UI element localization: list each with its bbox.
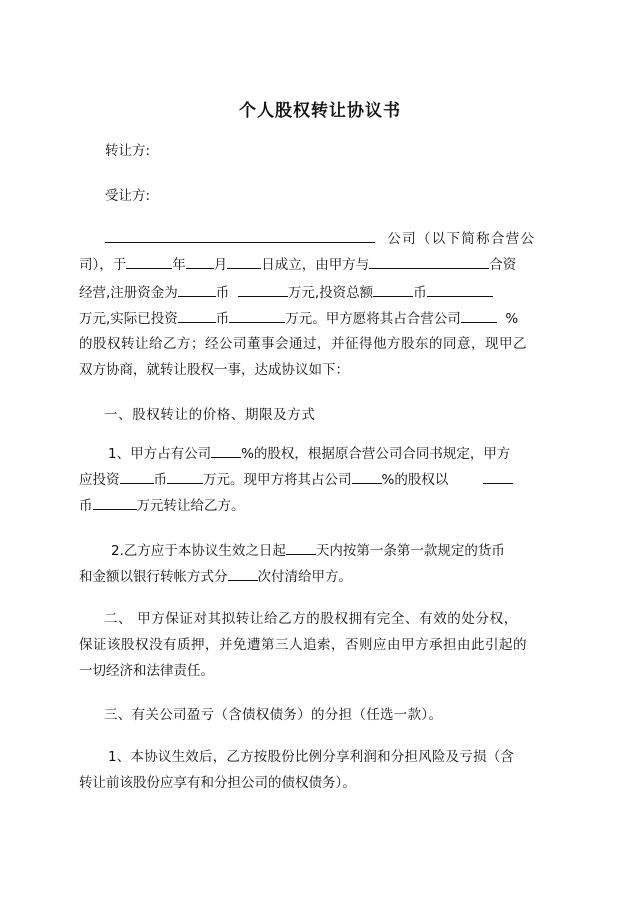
section-1-p1-line-2: 应投资 币 万元。现甲方将其占公司 %的股权以 bbox=[79, 470, 513, 489]
capital-currency-blank bbox=[178, 283, 216, 297]
partner-blank bbox=[369, 255, 489, 269]
invested-currency-blank bbox=[178, 309, 216, 323]
section-1-p2-line-2: 和金额以银行转帐方式分 次付清给甲方。 bbox=[79, 569, 352, 585]
document-title: 个人股权转让协议书 bbox=[239, 101, 401, 121]
day-blank bbox=[227, 255, 261, 269]
days-blank bbox=[286, 541, 316, 555]
intro-line-6: 双方协商，就转让股权一事，达成协议如下： bbox=[79, 362, 349, 378]
total-amount-blank bbox=[427, 283, 493, 297]
section-2-line-3: 一切经济和法律责任。 bbox=[79, 663, 214, 679]
intro-line-5: 的股权转让给乙方；经公司董事会通过，并征得他方股东的同意，现甲乙 bbox=[79, 336, 527, 352]
intro-line-1: 公司（以下简称合营公 bbox=[105, 229, 535, 248]
section-1-p1-line-1: 1、甲方占有公司 %的股权，根据原合营公司合同书规定，甲方 bbox=[108, 446, 511, 462]
invested-amount-blank bbox=[229, 309, 285, 323]
price-currency-blank bbox=[483, 470, 513, 484]
should-invest-amount-blank bbox=[167, 470, 203, 484]
section-2-line-2: 保证该股权没有质押，并免遭第三人追索，否则应由甲方承担由此引起的 bbox=[79, 637, 527, 653]
transfer-percent-blank bbox=[352, 470, 382, 484]
section-3-heading: 三、有关公司盈亏（含债权债务）的分担（任选一款）。 bbox=[104, 707, 443, 723]
intro-line-3: 经营,注册资金为 币 万元,投资总额 币 bbox=[79, 283, 493, 302]
intro-line-2: 司），于 年 月 日成立，由甲方与 合资 bbox=[79, 257, 517, 273]
total-currency-blank bbox=[373, 283, 413, 297]
transferor-label: 转让方: bbox=[105, 143, 151, 159]
section-3-p1-line-1: 1、本协议生效后，乙方按股份比例分享利润和分担风险及亏损（含 bbox=[108, 749, 515, 765]
section-2-line-1: 二、 甲方保证对其拟转让给乙方的股权拥有完全、有效的处分权， bbox=[104, 611, 518, 627]
should-invest-currency-blank bbox=[120, 470, 154, 484]
section-1-p1-line-3: 币 万元转让给乙方。 bbox=[79, 498, 245, 514]
year-blank bbox=[126, 255, 172, 269]
intro-line-4: 万元,实际已投资 币 万元。甲方愿将其占合营公司 % bbox=[79, 311, 519, 327]
share-percent-blank bbox=[461, 309, 497, 323]
company-name-blank bbox=[105, 229, 375, 243]
section-1-p2-line-1: 2.乙方应于本协议生效之日起 天内按第一条第一款规定的货币 bbox=[111, 543, 505, 559]
capital-amount-blank bbox=[238, 283, 288, 297]
hold-percent-blank bbox=[211, 444, 241, 458]
transferee-label: 受让方: bbox=[105, 188, 151, 204]
section-3-p1-line-2: 转让前该股份应享有和分担公司的债权债务）。 bbox=[79, 775, 356, 791]
price-amount-blank bbox=[93, 496, 137, 510]
month-blank bbox=[186, 255, 214, 269]
installments-blank bbox=[228, 567, 258, 581]
section-1-heading: 一、股权转让的价格、期限及方式 bbox=[104, 407, 316, 423]
